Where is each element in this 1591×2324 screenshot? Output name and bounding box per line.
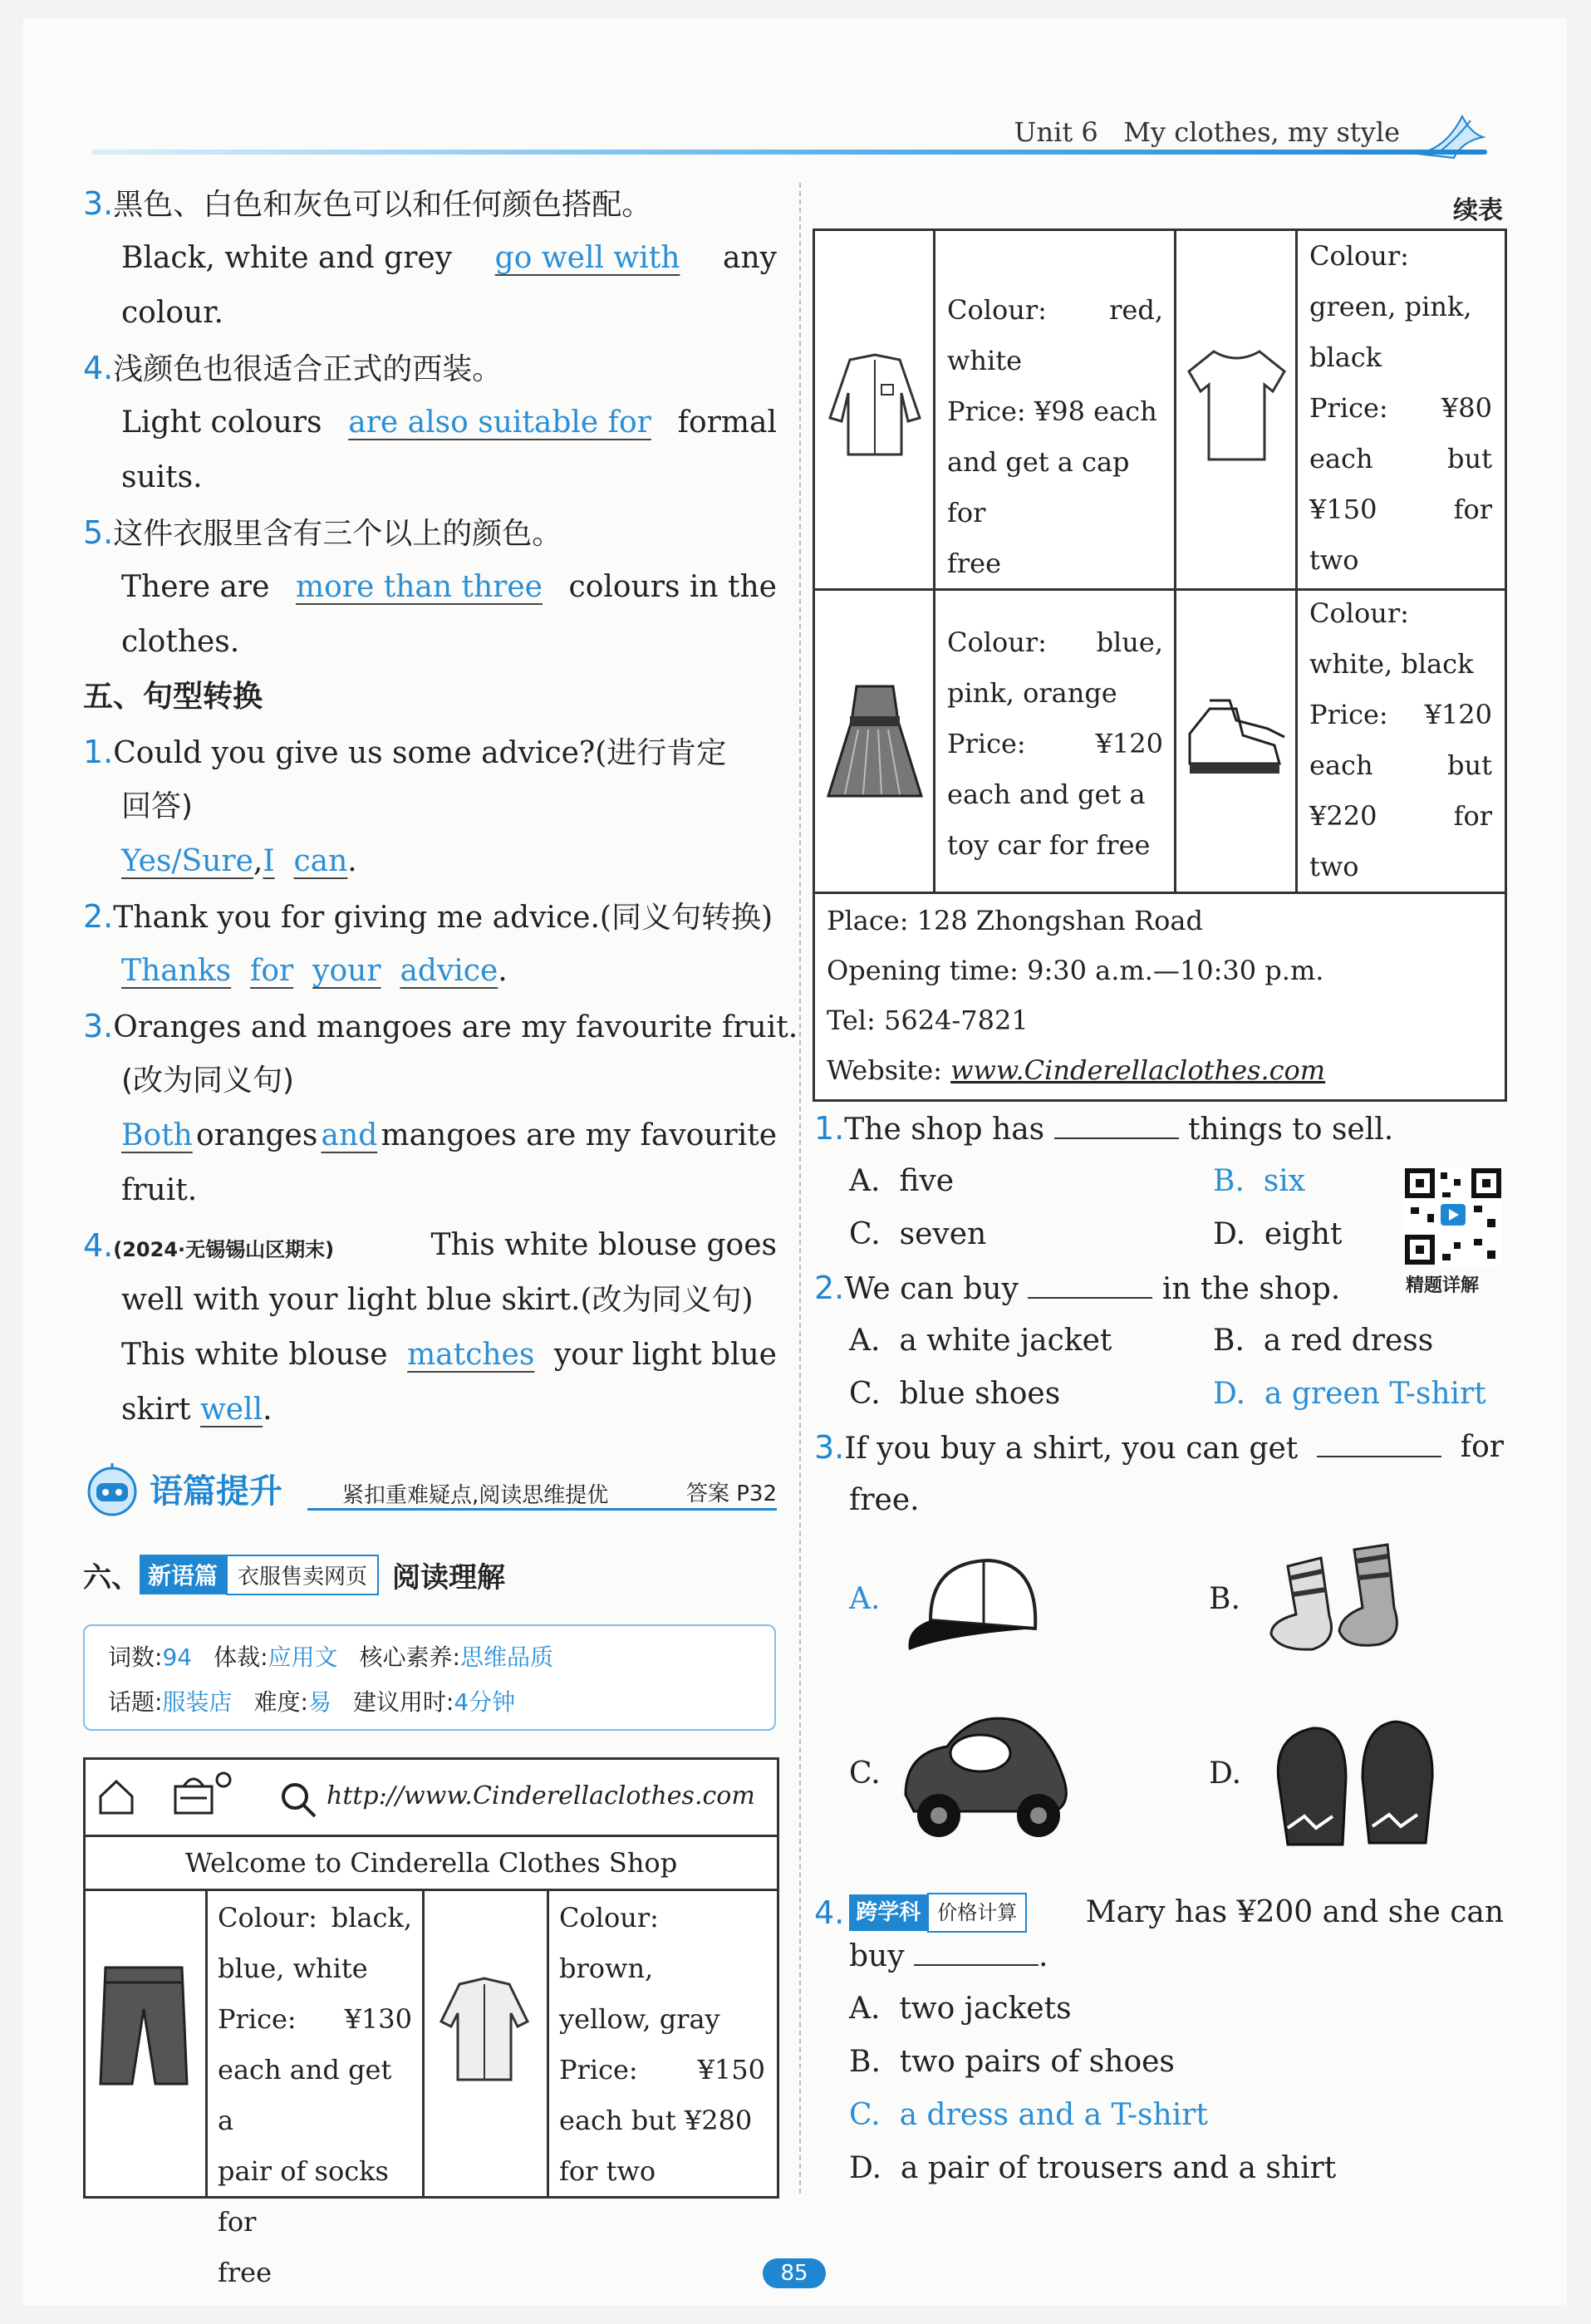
item-text: ¥120 [1095, 728, 1163, 759]
item-text: for [1453, 800, 1492, 832]
browser-bar [86, 1760, 777, 1837]
item-dress-desc [935, 617, 1175, 871]
option-letter: D. [1213, 1217, 1246, 1251]
url-bar[interactable]: http://www.Cinderellaclothes.com [327, 1781, 755, 1811]
item-text: blue, white [218, 1953, 368, 1984]
toy-car-icon [889, 1695, 1080, 1853]
item-text: Colour: [947, 626, 1047, 658]
option-letter: B. [1213, 1324, 1245, 1358]
option-letter: D. [849, 2151, 882, 2185]
info-key: 词数: [108, 1644, 163, 1671]
item-shirt-desc [935, 285, 1175, 589]
banner-title: 语篇提升 [150, 1472, 282, 1511]
item-text: blue, [1096, 626, 1163, 658]
question-text: in the shop. [1161, 1272, 1341, 1306]
item-text: white, black [1309, 648, 1474, 680]
unit-title: My clothes, my style [1123, 116, 1400, 148]
website-link[interactable]: www.Cinderellaclothes.com [950, 1054, 1326, 1086]
shirt-icon [825, 351, 925, 459]
item-trousers-desc [208, 1893, 422, 2298]
answer-text: matches [407, 1338, 535, 1372]
info-key: 核心素养: [359, 1644, 460, 1671]
sentence-text: Light colours [121, 405, 322, 440]
chinese-sentence: 浅颜色也很适合正式的西装。 [113, 352, 503, 386]
translate-item-4 [83, 351, 777, 516]
answer-text: Yes/Sure [121, 844, 253, 878]
info-value: 94 [162, 1644, 193, 1671]
question-number: 1. [814, 1110, 845, 1147]
option-b-correct[interactable] [1213, 1165, 1305, 1198]
trousers-icon [94, 1959, 194, 2092]
sentence-text: formal [677, 405, 777, 440]
answer-text: Thanks [121, 954, 232, 988]
section6-heading [83, 1554, 505, 1595]
sentence-text: colour. [121, 296, 223, 330]
search-icon[interactable] [278, 1780, 318, 1820]
info-value: 易 [307, 1688, 331, 1716]
sentence-text: any [722, 241, 777, 275]
item-text: Colour: [1309, 240, 1409, 272]
store-tel: Tel: 5624-7821 [827, 1005, 1029, 1036]
answer-text: I [263, 844, 275, 878]
option-a[interactable] [849, 1165, 954, 1198]
question-text: Could you give us some advice?(进行肯定 [113, 736, 727, 770]
option-d-correct[interactable] [1213, 1378, 1486, 1411]
item-text: for two [559, 2155, 656, 2187]
item-number: 1. [83, 734, 114, 770]
badge-topic: 衣服售卖网页 [226, 1555, 379, 1595]
sentence-text: This white blouse [121, 1338, 388, 1372]
item-text: Price: [218, 2003, 297, 2035]
item-text: ¥220 [1309, 800, 1377, 832]
item-text: free [218, 2257, 273, 2288]
sentence-text: clothes. [121, 625, 240, 659]
item-text: ¥130 [344, 2003, 412, 2035]
answer-text: are also suitable for [348, 405, 651, 440]
item-text: Colour: [1309, 597, 1409, 629]
option-letter: B. [849, 2045, 881, 2079]
item-number: 4. [83, 1227, 114, 1264]
option-text: eight [1264, 1217, 1343, 1251]
item-shoes-desc [1298, 588, 1504, 892]
gloves-icon [1263, 1703, 1446, 1853]
item-text: each but ¥280 [559, 2105, 753, 2136]
option-letter: C. [849, 1217, 881, 1251]
item-text: free [947, 548, 1002, 579]
item-text: two [1309, 544, 1359, 576]
question-number: 2. [814, 1270, 845, 1306]
answer-reference: 答案 P32 [685, 1481, 777, 1506]
question-text: We can buy [844, 1272, 1019, 1306]
punctuation: . [498, 954, 508, 988]
question-text: free. [849, 1483, 920, 1517]
unit-label: Unit 6 [1014, 116, 1098, 148]
banner-subtitle: 紧扣重难疑点,阅读思维提优 [342, 1483, 609, 1508]
column-divider [799, 183, 801, 2194]
item-text: red, [1109, 294, 1163, 326]
option-letter: A. [849, 1164, 881, 1198]
section-banner [83, 1458, 777, 1525]
item-text: and get a cap for [947, 446, 1130, 528]
option-text: a dress and a T-shirt [899, 2098, 1208, 2132]
option-letter: D. [1213, 1377, 1246, 1411]
info-key: 话题: [108, 1688, 163, 1716]
item-text: pair of socks for [218, 2155, 389, 2238]
option-text: two pairs of shoes [899, 2045, 1175, 2079]
answer-blank[interactable] [1028, 1272, 1152, 1299]
rewrite-item-4 [83, 1229, 777, 1448]
item-text: white [947, 345, 1023, 376]
item-jacket-desc [549, 1893, 775, 2197]
sentence-text: your light blue [553, 1338, 777, 1372]
section-number: 六、 [83, 1560, 140, 1594]
item-text: two [1309, 851, 1359, 882]
question-text: 回答) [121, 789, 194, 823]
sentence-text: Black, white and grey [121, 241, 453, 275]
option-text: two jackets [899, 1992, 1072, 2026]
item-text: each and get a [947, 779, 1146, 810]
rewrite-item-3 [83, 1008, 798, 1229]
question-3 [814, 1431, 1504, 1886]
answer-blank[interactable] [1317, 1431, 1441, 1457]
item-text: ¥150 [697, 2054, 765, 2086]
item-text: Colour: [559, 1902, 659, 1933]
option-text: a green T-shirt [1264, 1377, 1486, 1411]
rewrite-item-1 [83, 735, 777, 900]
option-text: a pair of trousers and a shirt [900, 2151, 1337, 2185]
punctuation: . [263, 1393, 273, 1427]
item-text: but [1447, 443, 1492, 474]
answer-text: more than three [296, 570, 543, 604]
cap-icon [897, 1545, 1047, 1662]
jacket-icon [435, 1972, 534, 2088]
item-number: 4. [83, 350, 114, 386]
option-text: six [1263, 1164, 1306, 1198]
tshirt-icon [1185, 343, 1289, 468]
chinese-sentence: 黑色、白色和灰色可以和任何颜色搭配。 [113, 188, 652, 222]
question-text: The shop has [844, 1113, 1045, 1147]
sentence-text: fruit. [121, 1173, 198, 1207]
sentence-text: mangoes are my favourite [381, 1118, 777, 1152]
sentence-text: skirt [121, 1393, 191, 1427]
punctuation: . [1039, 1939, 1048, 1973]
answer-text: for [250, 954, 294, 988]
option-d[interactable] [814, 2152, 1504, 2205]
passage-info-box [83, 1624, 776, 1731]
question-text: Oranges and mangoes are my favourite fruit. [113, 1010, 798, 1044]
question-text: well with your light blue skirt.(改为同义句) [121, 1283, 754, 1317]
web-page-box [83, 1757, 779, 2288]
answer-blank[interactable] [914, 1939, 1039, 1966]
option-c[interactable] [849, 1378, 1060, 1411]
item-text: for [1453, 494, 1492, 525]
option-a-correct[interactable]: A. [849, 1582, 881, 1616]
item-text: Colour: [218, 1902, 317, 1933]
item-text: green, pink, [1309, 291, 1472, 322]
unit-header [1014, 116, 1400, 148]
home-icon[interactable] [96, 1776, 137, 1818]
sentence-text: colours in the [568, 570, 777, 604]
item-text: pink, orange [947, 677, 1117, 709]
item-text: black [1309, 341, 1382, 373]
store-info [815, 896, 1503, 1095]
cell-border [422, 1889, 425, 2196]
info-key: 建议用时: [352, 1688, 454, 1716]
answer-blank[interactable] [1054, 1113, 1179, 1139]
question-4 [814, 1886, 1504, 2205]
item-text: toy car for free [947, 829, 1151, 861]
section-title: 阅读理解 [392, 1560, 506, 1594]
option-b[interactable]: B. [1209, 1582, 1240, 1616]
section-title: 五、句型转换 [83, 680, 263, 714]
question-number: 4. [814, 1894, 845, 1931]
item-text: ¥120 [1424, 699, 1492, 730]
option-b[interactable] [1213, 1324, 1433, 1358]
item-tshirt-desc [1298, 231, 1504, 586]
option-a[interactable] [849, 1324, 1112, 1358]
translate-item-5 [83, 516, 777, 680]
option-d[interactable]: D. [1209, 1757, 1242, 1791]
banner-rule [307, 1508, 777, 1511]
item-number: 3. [83, 1008, 114, 1044]
option-letter: B. [1213, 1164, 1245, 1198]
shoes-icon [1185, 684, 1289, 792]
item-number: 2. [83, 898, 114, 935]
question-list [814, 1112, 1504, 2205]
continued-label: 续表 [1453, 196, 1503, 225]
store-hours: Opening time: 9:30 a.m.—10:30 p.m. [827, 955, 1324, 986]
item-text: yellow, gray [559, 2003, 720, 2035]
option-text: blue shoes [899, 1377, 1061, 1411]
store-place: Place: 128 Zhongshan Road [827, 905, 1203, 936]
question-number: 3. [814, 1429, 845, 1466]
question-text: Thank you for giving me advice.(同义句转换) [113, 901, 773, 935]
question-1 [814, 1112, 1504, 1271]
translate-item-3 [83, 187, 777, 351]
option-text: seven [899, 1217, 987, 1251]
page-number: 85 [763, 2258, 826, 2288]
header-rule [91, 150, 1487, 155]
badge-cross-subject: 跨学科 [849, 1894, 927, 1931]
option-letter: C. [849, 1377, 881, 1411]
sentence-text: suits. [121, 460, 203, 494]
question-2 [814, 1271, 1504, 1431]
option-text: a red dress [1263, 1324, 1434, 1358]
product-table [813, 228, 1507, 1102]
answer-text: well [199, 1393, 263, 1427]
item-text: Price: [1309, 392, 1388, 424]
punctuation: , [253, 844, 263, 878]
answer-text: can [293, 844, 348, 878]
source-tag: (2024·无锡锡山区期末) [113, 1238, 335, 1261]
option-c[interactable] [849, 1218, 986, 1251]
info-key: 难度: [253, 1688, 308, 1716]
badge-topic: 价格计算 [927, 1893, 1027, 1933]
option-c[interactable]: C. [849, 1757, 881, 1791]
answer-text: and [321, 1118, 378, 1152]
option-letter: A. [849, 1324, 881, 1358]
option-d[interactable] [1213, 1218, 1342, 1251]
question-text: buy [849, 1939, 905, 1973]
question-text: Mary has ¥200 and she can [1085, 1895, 1504, 1929]
item-text: Price: [947, 728, 1026, 759]
item-text: brown, [559, 1953, 654, 1984]
item-text: ¥150 [1309, 494, 1377, 525]
info-value: 服装店 [162, 1688, 233, 1716]
punctuation: . [347, 844, 357, 878]
question-text: This white blouse goes [430, 1228, 777, 1262]
badge-new-text: 新语篇 [140, 1555, 226, 1594]
sentence-text: There are [121, 570, 270, 604]
picture-options [814, 1537, 1504, 1886]
website-label: Website: [827, 1054, 942, 1086]
item-text: ¥80 [1441, 392, 1492, 424]
cart-icon[interactable] [169, 1770, 235, 1820]
answer-text: Both [121, 1118, 193, 1152]
answer-text: go well with [494, 241, 680, 275]
item-text: black, [331, 1902, 412, 1933]
item-text: Price: [1309, 699, 1388, 730]
qr-label: 精题详解 [1406, 1275, 1480, 1296]
item-number: 5. [83, 514, 114, 551]
item-text: Price: [559, 2054, 638, 2086]
item-text: each [1309, 443, 1373, 474]
dress-icon [825, 680, 925, 804]
sentence-text: oranges [195, 1118, 318, 1152]
question-text: things to sell. [1188, 1113, 1394, 1147]
item-text: Price: ¥98 each [947, 396, 1157, 427]
option-a[interactable] [814, 1992, 1504, 2046]
item-text: each and get a [218, 2054, 392, 2136]
option-text: five [899, 1164, 954, 1198]
welcome-banner: Welcome to Cinderella Clothes Shop [86, 1837, 777, 1891]
question-text: (改为同义句) [121, 1064, 295, 1098]
option-letter: C. [849, 2098, 881, 2132]
item-number: 3. [83, 185, 114, 222]
chinese-sentence: 这件衣服里含有三个以上的颜色。 [113, 517, 562, 551]
info-value: 思维品质 [459, 1644, 553, 1671]
option-letter: A. [849, 1992, 881, 2026]
item-text: but [1447, 749, 1492, 781]
socks-icon [1263, 1541, 1429, 1666]
item-text: each [1309, 749, 1373, 781]
option-c-correct[interactable] [814, 2099, 1504, 2152]
question-text: for [1460, 1430, 1504, 1464]
qr-code-icon[interactable] [1404, 1167, 1502, 1265]
left-column [83, 185, 798, 1448]
robot-mascot-icon [83, 1462, 141, 1520]
answer-text: your [312, 954, 381, 988]
option-text: a white jacket [899, 1324, 1112, 1358]
info-key: 体裁: [214, 1644, 268, 1671]
item-text: Colour: [947, 294, 1047, 326]
rewrite-item-2 [83, 900, 777, 1010]
option-b[interactable] [814, 2046, 1504, 2099]
answer-text: advice [400, 954, 498, 988]
info-value: 4分钟 [454, 1688, 516, 1716]
info-value: 应用文 [268, 1644, 338, 1671]
question-text: If you buy a shirt, you can get [844, 1432, 1299, 1466]
